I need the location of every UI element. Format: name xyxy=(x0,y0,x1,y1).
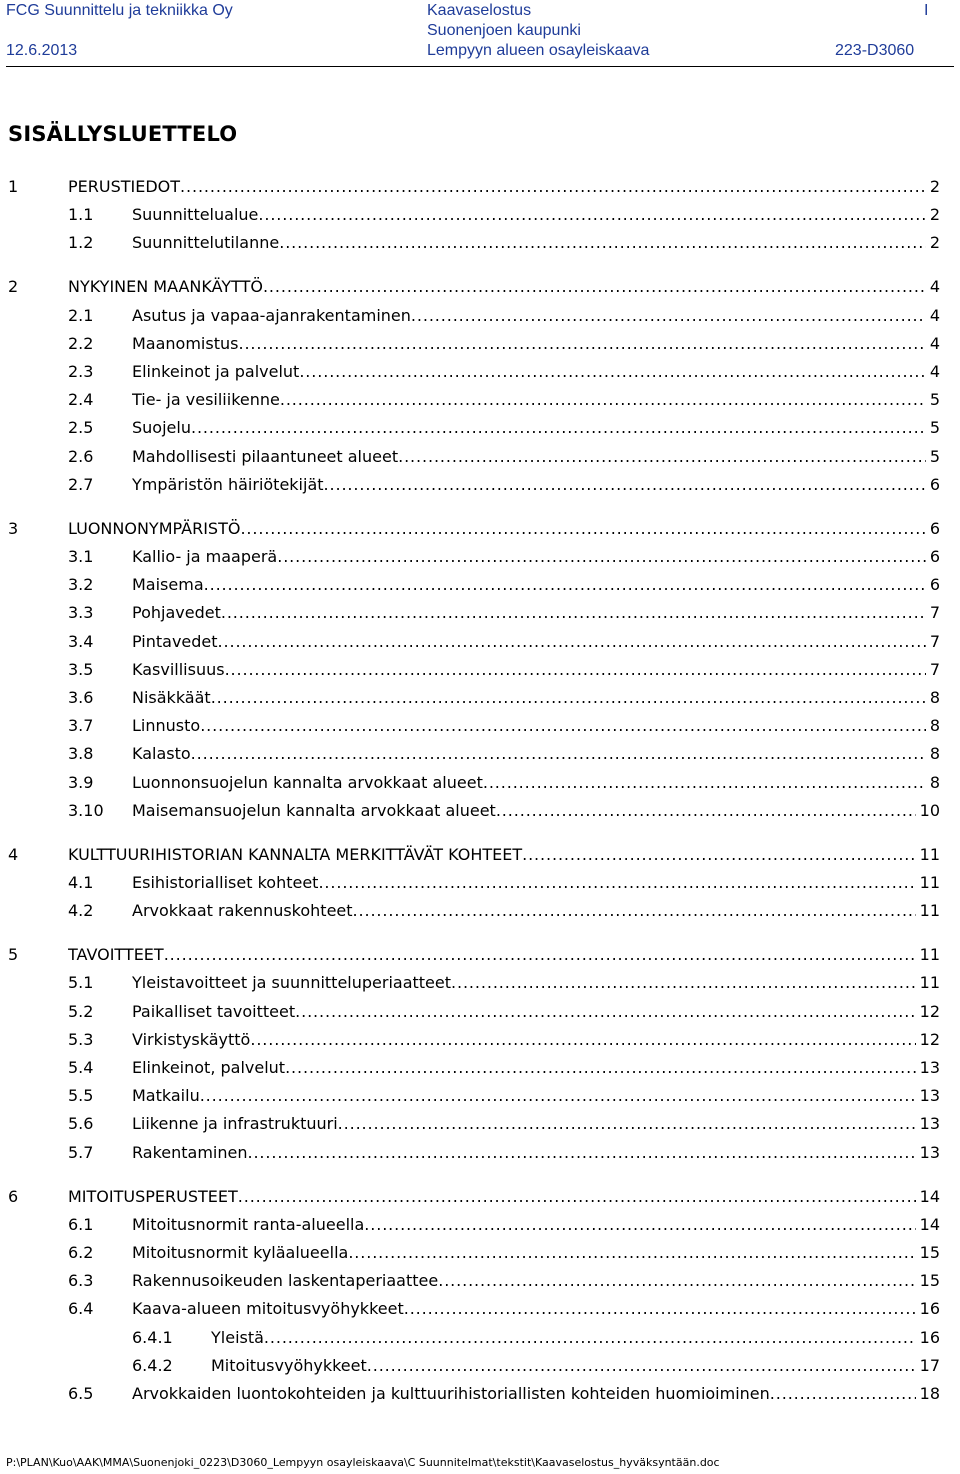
page-title: SISÄLLYSLUETTELO xyxy=(8,122,238,146)
header-page-roman: I xyxy=(924,2,929,19)
toc-entry[interactable] xyxy=(0,1241,960,1265)
toc-dot-leader xyxy=(264,1326,916,1350)
toc-entry-leader xyxy=(68,843,916,867)
toc-entry-label: Kalasto xyxy=(132,742,191,766)
toc-entry-label: Virkistyskäyttö xyxy=(132,1028,250,1052)
toc-entry[interactable] xyxy=(0,799,960,823)
toc-dot-leader xyxy=(770,1382,916,1406)
toc-entry-leader xyxy=(132,360,926,384)
toc-dot-leader xyxy=(247,1141,916,1165)
toc-entry-page: 4 xyxy=(929,277,940,297)
toc-entry-leader xyxy=(132,1028,916,1052)
toc-dot-leader xyxy=(211,686,926,710)
toc-entry-leader xyxy=(132,203,926,227)
toc-entry-number: 1 xyxy=(8,177,19,196)
toc-dot-leader xyxy=(338,1112,916,1136)
toc-entry[interactable] xyxy=(0,304,960,328)
toc-dot-leader xyxy=(191,742,926,766)
toc-entry-leader xyxy=(132,1382,916,1406)
toc-entry-label: NYKYINEN MAANKÄYTTÖ xyxy=(68,275,263,299)
toc-entry-number: 5.4 xyxy=(68,1058,94,1077)
toc-entry-label: Linnusto xyxy=(132,714,200,738)
toc-entry[interactable] xyxy=(0,1000,960,1024)
toc-entry-label: PERUSTIEDOT xyxy=(68,175,180,199)
toc-entry-page: 11 xyxy=(919,873,940,892)
toc-entry-label: Elinkeinot, palvelut xyxy=(132,1056,285,1080)
toc-entry-page: 12 xyxy=(919,1029,940,1049)
toc-entry[interactable] xyxy=(0,971,960,995)
toc-entry-leader xyxy=(132,1269,916,1293)
toc-entry[interactable] xyxy=(0,573,960,597)
toc-dot-leader xyxy=(258,203,926,227)
toc-entry-label: Liikenne ja infrastruktuuri xyxy=(132,1112,338,1136)
toc-entry[interactable] xyxy=(0,203,960,227)
toc-entry-number: 6.5 xyxy=(68,1384,94,1403)
toc-entry[interactable] xyxy=(0,1185,960,1209)
toc-entry-number: 5.5 xyxy=(68,1086,94,1106)
toc-dot-leader xyxy=(522,843,916,867)
toc-entry[interactable] xyxy=(0,1326,960,1350)
toc-entry-number: 1.1 xyxy=(68,205,94,225)
toc-entry-leader xyxy=(132,630,926,654)
toc-dot-leader xyxy=(285,1056,916,1080)
toc-entry-label: TAVOITTEET xyxy=(68,943,164,967)
toc-entry-leader xyxy=(132,473,926,497)
toc-entry-page: 7 xyxy=(929,603,940,623)
toc-entry-label: Kaava-alueen mitoitusvyöhykkeet xyxy=(132,1297,404,1321)
toc-entry-number: 4.1 xyxy=(68,873,94,892)
toc-entry[interactable] xyxy=(0,545,960,569)
toc-entry-label: MITOITUSPERUSTEET xyxy=(68,1185,238,1209)
toc-entry-leader xyxy=(68,1185,916,1209)
toc-entry-number: 6.4 xyxy=(68,1299,94,1319)
toc-entry-page: 6 xyxy=(929,575,940,595)
toc-entry-number: 2.5 xyxy=(68,418,94,438)
toc-entry-page: 13 xyxy=(919,1086,940,1106)
toc-entry-page: 6 xyxy=(929,474,940,494)
toc-entry-page: 8 xyxy=(929,772,940,792)
toc-entry[interactable] xyxy=(0,1112,960,1136)
toc-entry-page: 16 xyxy=(919,1327,940,1347)
toc-dot-leader xyxy=(240,517,926,541)
toc-entry-page: 11 xyxy=(919,945,940,965)
toc-entry-page: 8 xyxy=(929,688,940,707)
toc-entry-page: 15 xyxy=(919,1271,940,1291)
toc-entry-number: 3.9 xyxy=(68,772,94,792)
toc-entry-leader xyxy=(132,388,926,412)
toc-dot-leader xyxy=(451,971,916,995)
toc-entry-leader xyxy=(68,943,916,967)
toc-entry-label: Tie- ja vesiliikenne xyxy=(132,388,280,412)
toc-entry-page: 4 xyxy=(929,333,940,353)
toc-entry-leader xyxy=(68,175,926,199)
toc-dot-leader xyxy=(225,658,926,682)
toc-dot-leader xyxy=(299,360,926,384)
toc-entry-number: 3.2 xyxy=(68,575,94,595)
toc-entry-label: Suunnittelutilanne xyxy=(132,231,279,255)
toc-entry-number: 1.2 xyxy=(68,233,94,253)
toc-entry-number: 5 xyxy=(8,945,19,965)
toc-entry[interactable] xyxy=(0,175,960,199)
header-client: Suonenjoen kaupunki xyxy=(427,22,581,39)
toc-entry-label: Matkailu xyxy=(132,1084,200,1108)
toc-entry-leader xyxy=(132,1112,916,1136)
toc-entry-number: 3.4 xyxy=(68,631,94,651)
toc-entry[interactable] xyxy=(0,843,960,867)
toc-entry-leader xyxy=(132,658,926,682)
toc-entry-label: Elinkeinot ja palvelut xyxy=(132,360,299,384)
toc-entry-leader xyxy=(132,771,926,795)
toc-entry-leader xyxy=(132,416,926,440)
toc-entry-page: 2 xyxy=(929,233,940,253)
toc-entry-page: 7 xyxy=(929,631,940,651)
toc-dot-leader xyxy=(348,1241,916,1265)
toc-entry-page: 15 xyxy=(919,1243,940,1262)
toc-entry-label: Suunnittelualue xyxy=(132,203,258,227)
toc-entry-leader xyxy=(132,304,926,328)
toc-entry-label: Yleistavoitteet ja suunnitteluperiaatteet xyxy=(132,971,451,995)
toc-entry-leader xyxy=(132,445,926,469)
toc-entry-leader xyxy=(132,742,926,766)
toc-entry-page: 11 xyxy=(919,844,940,864)
toc-entry-leader xyxy=(132,601,926,625)
toc-entry[interactable] xyxy=(0,771,960,795)
toc-entry[interactable] xyxy=(0,1354,960,1378)
toc-dot-leader xyxy=(277,545,926,569)
toc-entry-label: Arvokkaat rakennuskohteet xyxy=(132,899,353,923)
toc-entry-label: Mitoitusvyöhykkeet xyxy=(211,1354,367,1378)
toc-entry-number: 6.3 xyxy=(68,1271,94,1291)
toc-entry-number: 2.6 xyxy=(68,446,94,466)
header-doc-type: Kaavaselostus xyxy=(427,2,532,19)
toc-dot-leader xyxy=(318,871,916,895)
toc-entry-number: 6.4.1 xyxy=(132,1327,173,1347)
toc-entry-page: 5 xyxy=(929,418,940,438)
toc-entry[interactable] xyxy=(0,517,960,541)
toc-entry-page: 5 xyxy=(929,446,940,466)
toc-entry-page: 17 xyxy=(919,1355,940,1375)
toc-entry-page: 6 xyxy=(929,547,940,566)
toc-entry-leader xyxy=(68,275,926,299)
toc-dot-leader xyxy=(200,714,926,738)
toc-entry[interactable] xyxy=(0,1056,960,1080)
toc-entry-leader xyxy=(132,231,926,255)
toc-entry-number: 2.2 xyxy=(68,333,94,353)
toc-entry-page: 12 xyxy=(919,1001,940,1021)
toc-entry-label: Kasvillisuus xyxy=(132,658,225,682)
toc-dot-leader xyxy=(364,1213,916,1237)
toc-entry-label: Esihistorialliset kohteet xyxy=(132,871,318,895)
toc-entry-page: 16 xyxy=(919,1299,940,1319)
toc-entry-label: Mitoitusnormit ranta-alueella xyxy=(132,1213,364,1237)
toc-dot-leader xyxy=(367,1354,916,1378)
toc-entry[interactable] xyxy=(0,416,960,440)
toc-entry[interactable] xyxy=(0,943,960,967)
toc-entry-page: 8 xyxy=(929,744,940,764)
toc-dot-leader xyxy=(496,799,916,823)
toc-entry-label: Pohjavedet xyxy=(132,601,221,625)
toc-dot-leader xyxy=(180,175,926,199)
toc-entry-label: Nisäkkäät xyxy=(132,686,211,710)
toc-entry-page: 6 xyxy=(929,518,940,538)
toc-entry-label: Maanomistus xyxy=(132,332,238,356)
toc-entry-number: 5.7 xyxy=(68,1142,94,1162)
toc-entry-page: 14 xyxy=(919,1214,940,1234)
toc-entry[interactable] xyxy=(0,871,960,895)
toc-dot-leader xyxy=(438,1269,916,1293)
toc-entry-page: 11 xyxy=(919,901,940,921)
toc-entry-number: 2.3 xyxy=(68,362,94,381)
toc-entry[interactable] xyxy=(0,360,960,384)
toc-entry[interactable] xyxy=(0,658,960,682)
toc-entry-page: 13 xyxy=(919,1114,940,1134)
toc-entry[interactable] xyxy=(0,231,960,255)
toc-entry-number: 6 xyxy=(8,1186,19,1206)
toc-entry-label: Rakennusoikeuden laskentaperiaattee xyxy=(132,1269,438,1293)
toc-entry-label: Mitoitusnormit kyläalueella xyxy=(132,1241,348,1265)
toc-entry[interactable] xyxy=(0,1297,960,1321)
toc-dot-leader xyxy=(250,1028,916,1052)
toc-dot-leader xyxy=(280,388,926,412)
toc-entry[interactable] xyxy=(0,445,960,469)
toc-entry-label: Asutus ja vapaa-ajanrakentaminen xyxy=(132,304,411,328)
toc-entry[interactable] xyxy=(0,630,960,654)
toc-entry[interactable] xyxy=(0,1084,960,1108)
toc-entry-label: Luonnonsuojelun kannalta arvokkaat alueet xyxy=(132,771,483,795)
toc-entry[interactable] xyxy=(0,332,960,356)
toc-dot-leader xyxy=(353,899,916,923)
toc-dot-leader xyxy=(200,1084,916,1108)
toc-entry-leader xyxy=(132,1141,916,1165)
toc-entry-leader xyxy=(132,1084,916,1108)
header-project: Lempyyn alueen osayleiskaava xyxy=(427,42,650,59)
toc-entry-number: 3.10 xyxy=(68,800,104,820)
toc-entry[interactable] xyxy=(0,1141,960,1165)
toc-entry-leader xyxy=(132,714,926,738)
toc-entry-number: 3 xyxy=(8,518,19,538)
toc-dot-leader xyxy=(411,304,926,328)
toc-entry-leader xyxy=(132,1297,916,1321)
toc-entry-leader xyxy=(132,1213,916,1237)
toc-entry-leader xyxy=(132,332,926,356)
toc-entry[interactable] xyxy=(0,388,960,412)
toc-entry-label: Pintavedet xyxy=(132,630,218,654)
toc-entry-number: 2 xyxy=(8,277,19,297)
toc-entry-number: 3.3 xyxy=(68,603,94,623)
toc-entry-leader xyxy=(132,686,926,710)
toc-dot-leader xyxy=(238,332,926,356)
toc-dot-leader xyxy=(398,445,926,469)
toc-dot-leader xyxy=(204,573,926,597)
toc-entry-leader xyxy=(132,1000,916,1024)
toc-dot-leader xyxy=(295,1000,916,1024)
toc-entry-label: Mahdollisesti pilaantuneet alueet xyxy=(132,445,398,469)
toc-entry[interactable] xyxy=(0,714,960,738)
toc-dot-leader xyxy=(404,1297,916,1321)
toc-entry-page: 8 xyxy=(929,716,940,736)
toc-dot-leader xyxy=(263,275,926,299)
header-date: 12.6.2013 xyxy=(6,42,78,59)
toc-entry-label: Ympäristön häiriötekijät xyxy=(132,473,324,497)
toc-entry-number: 3.5 xyxy=(68,659,94,679)
toc-dot-leader xyxy=(164,943,916,967)
toc-entry[interactable] xyxy=(0,1382,960,1406)
toc-entry-number: 4 xyxy=(8,844,19,864)
toc-entry-label: Rakentaminen xyxy=(132,1141,247,1165)
toc-dot-leader xyxy=(238,1185,916,1209)
header-project-code: 223-D3060 xyxy=(835,42,915,59)
toc-entry[interactable] xyxy=(0,1213,960,1237)
toc-entry-page: 14 xyxy=(919,1186,940,1206)
toc-entry-label: Kallio- ja maaperä xyxy=(132,545,277,569)
toc-entry[interactable] xyxy=(0,1028,960,1052)
toc-entry-leader xyxy=(132,899,916,923)
toc-entry-number: 3.1 xyxy=(68,547,94,566)
toc-entry-label: Yleistä xyxy=(211,1326,264,1350)
toc-entry-label: Suojelu xyxy=(132,416,191,440)
toc-entry-page: 5 xyxy=(929,390,940,410)
toc-entry-number: 5.3 xyxy=(68,1029,94,1049)
toc-entry-leader xyxy=(132,1241,916,1265)
toc-entry[interactable] xyxy=(0,275,960,299)
toc-entry-label: LUONNONYMPÄRISTÖ xyxy=(68,517,240,541)
toc-entry-number: 4.2 xyxy=(68,901,94,921)
toc-entry-label: Maisemansuojelun kannalta arvokkaat alueet xyxy=(132,799,496,823)
toc-entry-label: KULTTUURIHISTORIAN KANNALTA MERKITTÄVÄT KOHTEET xyxy=(68,843,522,867)
toc-entry[interactable] xyxy=(0,601,960,625)
toc-dot-leader xyxy=(324,473,926,497)
toc-entry-number: 2.4 xyxy=(68,390,94,410)
toc-entry-number: 5.2 xyxy=(68,1001,94,1021)
toc-entry-leader xyxy=(211,1354,916,1378)
toc-entry-number: 3.6 xyxy=(68,688,94,707)
toc-entry[interactable] xyxy=(0,1269,960,1293)
toc-entry-leader xyxy=(132,799,916,823)
toc-entry-number: 2.1 xyxy=(68,305,94,325)
toc-entry[interactable] xyxy=(0,473,960,497)
toc-entry-leader xyxy=(211,1326,916,1350)
header-company: FCG Suunnittelu ja tekniikka Oy xyxy=(6,2,233,19)
toc-entry-number: 3.7 xyxy=(68,716,94,736)
toc-dot-leader xyxy=(191,416,926,440)
toc-entry-number: 5.6 xyxy=(68,1114,94,1134)
toc-entry-number: 6.2 xyxy=(68,1243,94,1262)
toc-dot-leader xyxy=(218,630,926,654)
toc-entry-leader xyxy=(132,871,916,895)
toc-entry-number: 3.8 xyxy=(68,744,94,764)
toc-entry-leader xyxy=(132,545,926,569)
toc-entry-page: 4 xyxy=(929,362,940,381)
toc-entry-page: 10 xyxy=(919,800,940,820)
toc-entry-label: Paikalliset tavoitteet xyxy=(132,1000,295,1024)
toc-entry-page: 7 xyxy=(929,659,940,679)
toc-entry-page: 18 xyxy=(919,1384,940,1403)
file-path-footer: P:\PLAN\Kuo\AAK\MMA\Suonenjoki_0223\D3060_Lempyyn osayleiskaava\C Suunnitelmat\tekstit\Kaavaselostus_hyväksyntään.doc xyxy=(6,1456,720,1469)
toc-entry-page: 4 xyxy=(929,305,940,325)
toc-dot-leader xyxy=(221,601,926,625)
toc-dot-leader xyxy=(483,771,926,795)
toc-entry-page: 13 xyxy=(919,1142,940,1162)
toc-entry-number: 2.7 xyxy=(68,474,94,494)
toc-entry-leader xyxy=(132,573,926,597)
toc-entry[interactable] xyxy=(0,742,960,766)
toc-entry-number: 6.1 xyxy=(68,1214,94,1234)
toc-entry-page: 2 xyxy=(929,177,940,196)
toc-entry-page: 2 xyxy=(929,205,940,225)
toc-entry-page: 13 xyxy=(919,1058,940,1077)
toc-entry-page: 11 xyxy=(919,973,940,993)
toc-entry-number: 5.1 xyxy=(68,973,94,993)
toc-entry-leader xyxy=(68,517,926,541)
toc-entry-label: Maisema xyxy=(132,573,204,597)
toc-entry-number: 6.4.2 xyxy=(132,1355,173,1375)
toc-entry-label: Arvokkaiden luontokohteiden ja kulttuurihistoriallisten kohteiden huomioiminen xyxy=(132,1382,770,1406)
toc-entry[interactable] xyxy=(0,686,960,710)
toc-entry[interactable] xyxy=(0,899,960,923)
toc-dot-leader xyxy=(279,231,926,255)
toc-entry-leader xyxy=(132,1056,916,1080)
toc-entry-leader xyxy=(132,971,916,995)
